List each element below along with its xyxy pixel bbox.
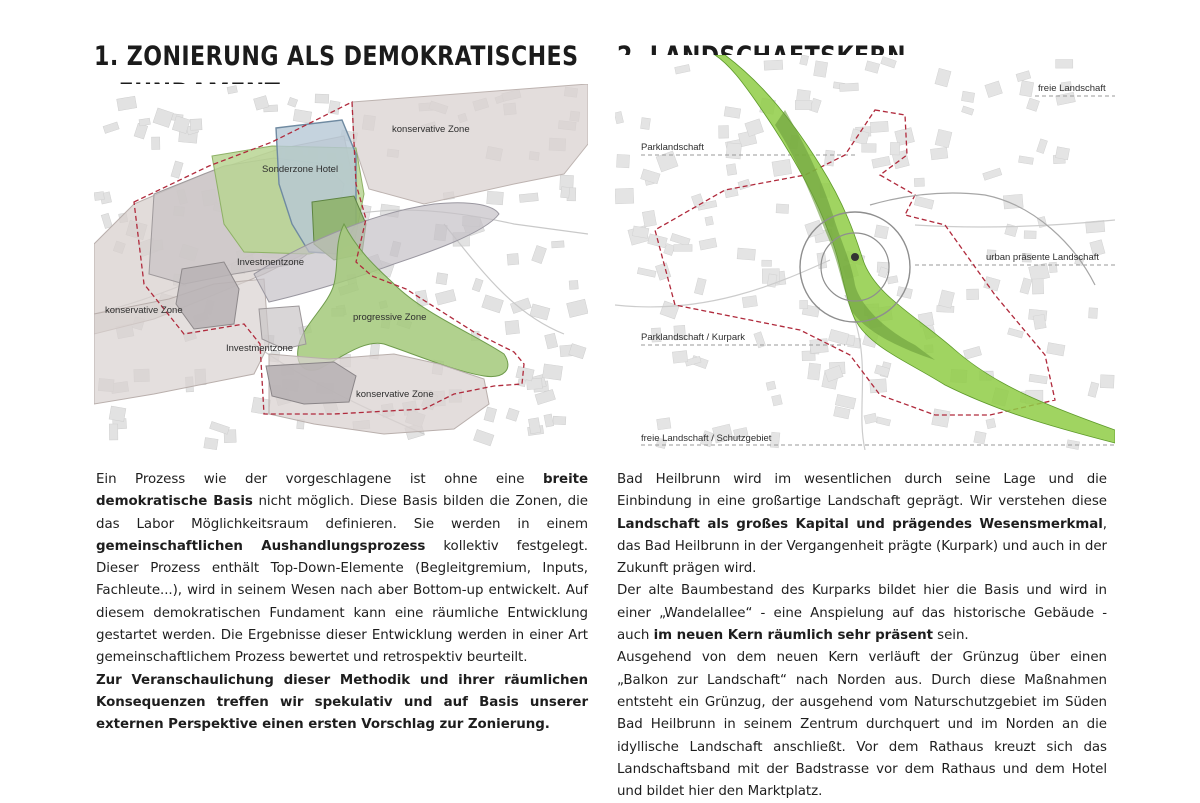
- left-heading-line1: 1. ZONIERUNG ALS DEMOKRATISCHES: [94, 41, 579, 72]
- building-footprint: [1100, 375, 1114, 388]
- building-footprint: [615, 188, 634, 204]
- label-progressive-zone: progressive Zone: [353, 312, 427, 323]
- building-footprint: [528, 418, 540, 434]
- landscape-map: [615, 55, 1115, 450]
- right-text: [617, 469, 1107, 803]
- building-footprint: [914, 178, 924, 187]
- building-footprint: [505, 320, 520, 334]
- building-footprint: [961, 91, 974, 102]
- building-footprint: [1055, 147, 1069, 160]
- building-footprint: [824, 150, 834, 166]
- bold-phrase: Landschaft als großes Kapital und prägendes Wesensmerkmal: [617, 516, 1103, 532]
- building-footprint: [251, 397, 270, 415]
- building-footprint: [930, 147, 947, 160]
- building-footprint: [724, 107, 741, 119]
- building-footprint: [487, 191, 504, 205]
- building-footprint: [967, 289, 979, 300]
- building-footprint: [519, 193, 538, 203]
- label-konservative-zone-left: konservative Zone: [105, 305, 183, 316]
- left-text: [96, 469, 588, 737]
- building-footprint: [436, 273, 448, 285]
- building-footprint: [1024, 231, 1036, 239]
- building-footprint: [986, 418, 996, 428]
- building-footprint: [542, 364, 562, 380]
- building-footprint: [642, 210, 656, 227]
- building-footprint: [770, 432, 780, 448]
- label-investmentzone-lower: Investmentzone: [226, 343, 294, 354]
- building-footprint: [616, 154, 629, 167]
- label-parklandschaft: Parklandschaft: [641, 142, 704, 153]
- label-freie-landschaft-schutzgebiet: freie Landschaft / Schutzgebiet: [641, 433, 772, 444]
- label-sonderzone-hotel: Sonderzone Hotel: [262, 164, 339, 175]
- building-footprint: [870, 379, 887, 393]
- building-footprint: [1088, 308, 1097, 319]
- building-footprint: [109, 406, 126, 422]
- building-footprint: [1049, 262, 1057, 273]
- zoning-map: [94, 84, 588, 450]
- building-footprint: [890, 142, 900, 155]
- left-paragraph-1: Ein Prozess wie der vorgeschlagene ist ohne eine breite demokratische Basis nicht möglich. Diese Basis bilden die Zonen, die das Labor Möglichkeitsraum definieren. Sie werden in einem gemeinschaftlichen Aushandlungsprozess kollektiv festgelegt. Dieser Prozess enthält Top-Down-Elemente (Begleitgremium, Inputs, Fachleute...), wird in seinem Wesen nach aber Bottom-up entwickelt. Auf diesem demokratischen Fundament kann eine räumliche Entwicklung gestartet werden. Die Ergebnisse dieser Entwicklung werden in einer Art gemeinschaftlichem Prozess bewertet und retrospektiv beurteilt.: [96, 472, 588, 666]
- building-footprint: [800, 300, 808, 309]
- building-footprint: [674, 244, 692, 251]
- building-footprint: [726, 164, 737, 176]
- right-paragraph-3: Ausgehend von dem neuen Kern verläuft der Grünzug über einen „Balkon zur Landschaft“ nach Norden aus. Durch diese Maßnahmen entsteht ein Grünzug, der ausgehend vom Naturschutzgebiet im Süden Bad Heilbrunn in seinem Zentrum durchquert und im Norden an die idyllische Landschaft anschließt. Vor dem Rathaus kreuzt sich das Landschaftsband mit der Badstrasse vor dem Rathaus und dem Hotel und bildet hier den Marktplatz.: [617, 650, 1107, 800]
- label-konservative-zone-top: konservative Zone: [392, 124, 470, 135]
- building-footprint: [795, 100, 811, 109]
- building-footprint: [776, 204, 789, 214]
- left-paragraph-2-bold: Zur Veranschaulichung dieser Methodik und ihrer räumlichen Konsequenzen treffen wir spekulativ und auf Basis unserer externen Perspektive einen ersten Vorschlag zur Zonierung.: [96, 672, 588, 733]
- right-paragraph-2: Der alte Baumbestand des Kurparks bildet hier die Basis und wird in einer „Wandelallee“ - eine Anspielung auf das historische Gebäude - auch im neuen Kern räumlich sehr präsent sein.: [617, 583, 1107, 644]
- building-footprint: [561, 187, 570, 198]
- label-freie-landschaft: freie Landschaft: [1038, 83, 1106, 94]
- building-footprint: [204, 437, 218, 449]
- building-footprint: [1056, 59, 1073, 68]
- left-paragraph-2: [96, 670, 588, 737]
- building-footprint: [190, 119, 202, 130]
- building-footprint: [315, 94, 329, 103]
- building-footprint: [772, 159, 792, 176]
- bold-phrase: gemeinschaftlichen Aushandlungsprozess: [96, 538, 426, 554]
- label-parklandschaft-kurpark: Parklandschaft / Kurpark: [641, 332, 746, 343]
- label-investmentzone-upper: Investmentzone: [237, 257, 305, 268]
- building-footprint: [932, 409, 950, 428]
- label-konservative-zone-bottom: konservative Zone: [356, 389, 434, 400]
- building-footprint: [862, 143, 877, 152]
- building-footprint: [109, 424, 118, 440]
- building-footprint: [657, 418, 671, 430]
- building-footprint: [808, 363, 821, 380]
- building-footprint: [1020, 81, 1034, 97]
- building-footprint: [672, 351, 687, 364]
- building-footprint: [870, 121, 888, 132]
- building-footprint: [1032, 279, 1044, 294]
- building-footprint: [1033, 314, 1046, 329]
- building-footprint: [705, 216, 714, 225]
- building-footprint: [762, 260, 772, 266]
- building-footprint: [814, 61, 828, 78]
- building-footprint: [840, 83, 859, 91]
- building-footprint: [552, 241, 565, 248]
- building-footprint: [719, 126, 729, 139]
- building-footprint: [726, 143, 742, 159]
- building-footprint: [974, 431, 986, 444]
- bold-phrase: breite demokratische Basis: [96, 472, 588, 510]
- right-paragraph-1: Bad Heilbrunn wird im wesentlichen durch seine Lage und die Einbindung in eine großartige Landschaft geprägt. Wir verstehen diese Landschaft als großes Kapital und prägendes Wesensmerkmal, das Bad Heilbrunn in der Vergangenheit prägte (Kurpark) und auch in der Zukunft prägen wird.: [617, 472, 1107, 577]
- building-footprint: [772, 395, 783, 406]
- building-footprint: [152, 137, 160, 149]
- building-footprint: [766, 381, 776, 390]
- building-footprint: [94, 191, 104, 200]
- building-footprint: [641, 118, 651, 130]
- building-footprint: [810, 338, 829, 353]
- building-footprint: [328, 101, 340, 115]
- building-footprint: [553, 416, 566, 425]
- investmentzone-lower: [266, 362, 356, 404]
- building-footprint: [742, 296, 757, 308]
- building-footprint: [874, 225, 888, 239]
- building-footprint: [569, 280, 578, 289]
- building-footprint: [764, 60, 783, 70]
- building-footprint: [139, 118, 150, 126]
- bold-phrase: im neuen Kern räumlich sehr präsent: [653, 628, 933, 644]
- building-footprint: [507, 253, 519, 265]
- label-urban-praesente-landschaft: urban präsente Landschaft: [986, 252, 1100, 263]
- building-footprint: [737, 248, 755, 260]
